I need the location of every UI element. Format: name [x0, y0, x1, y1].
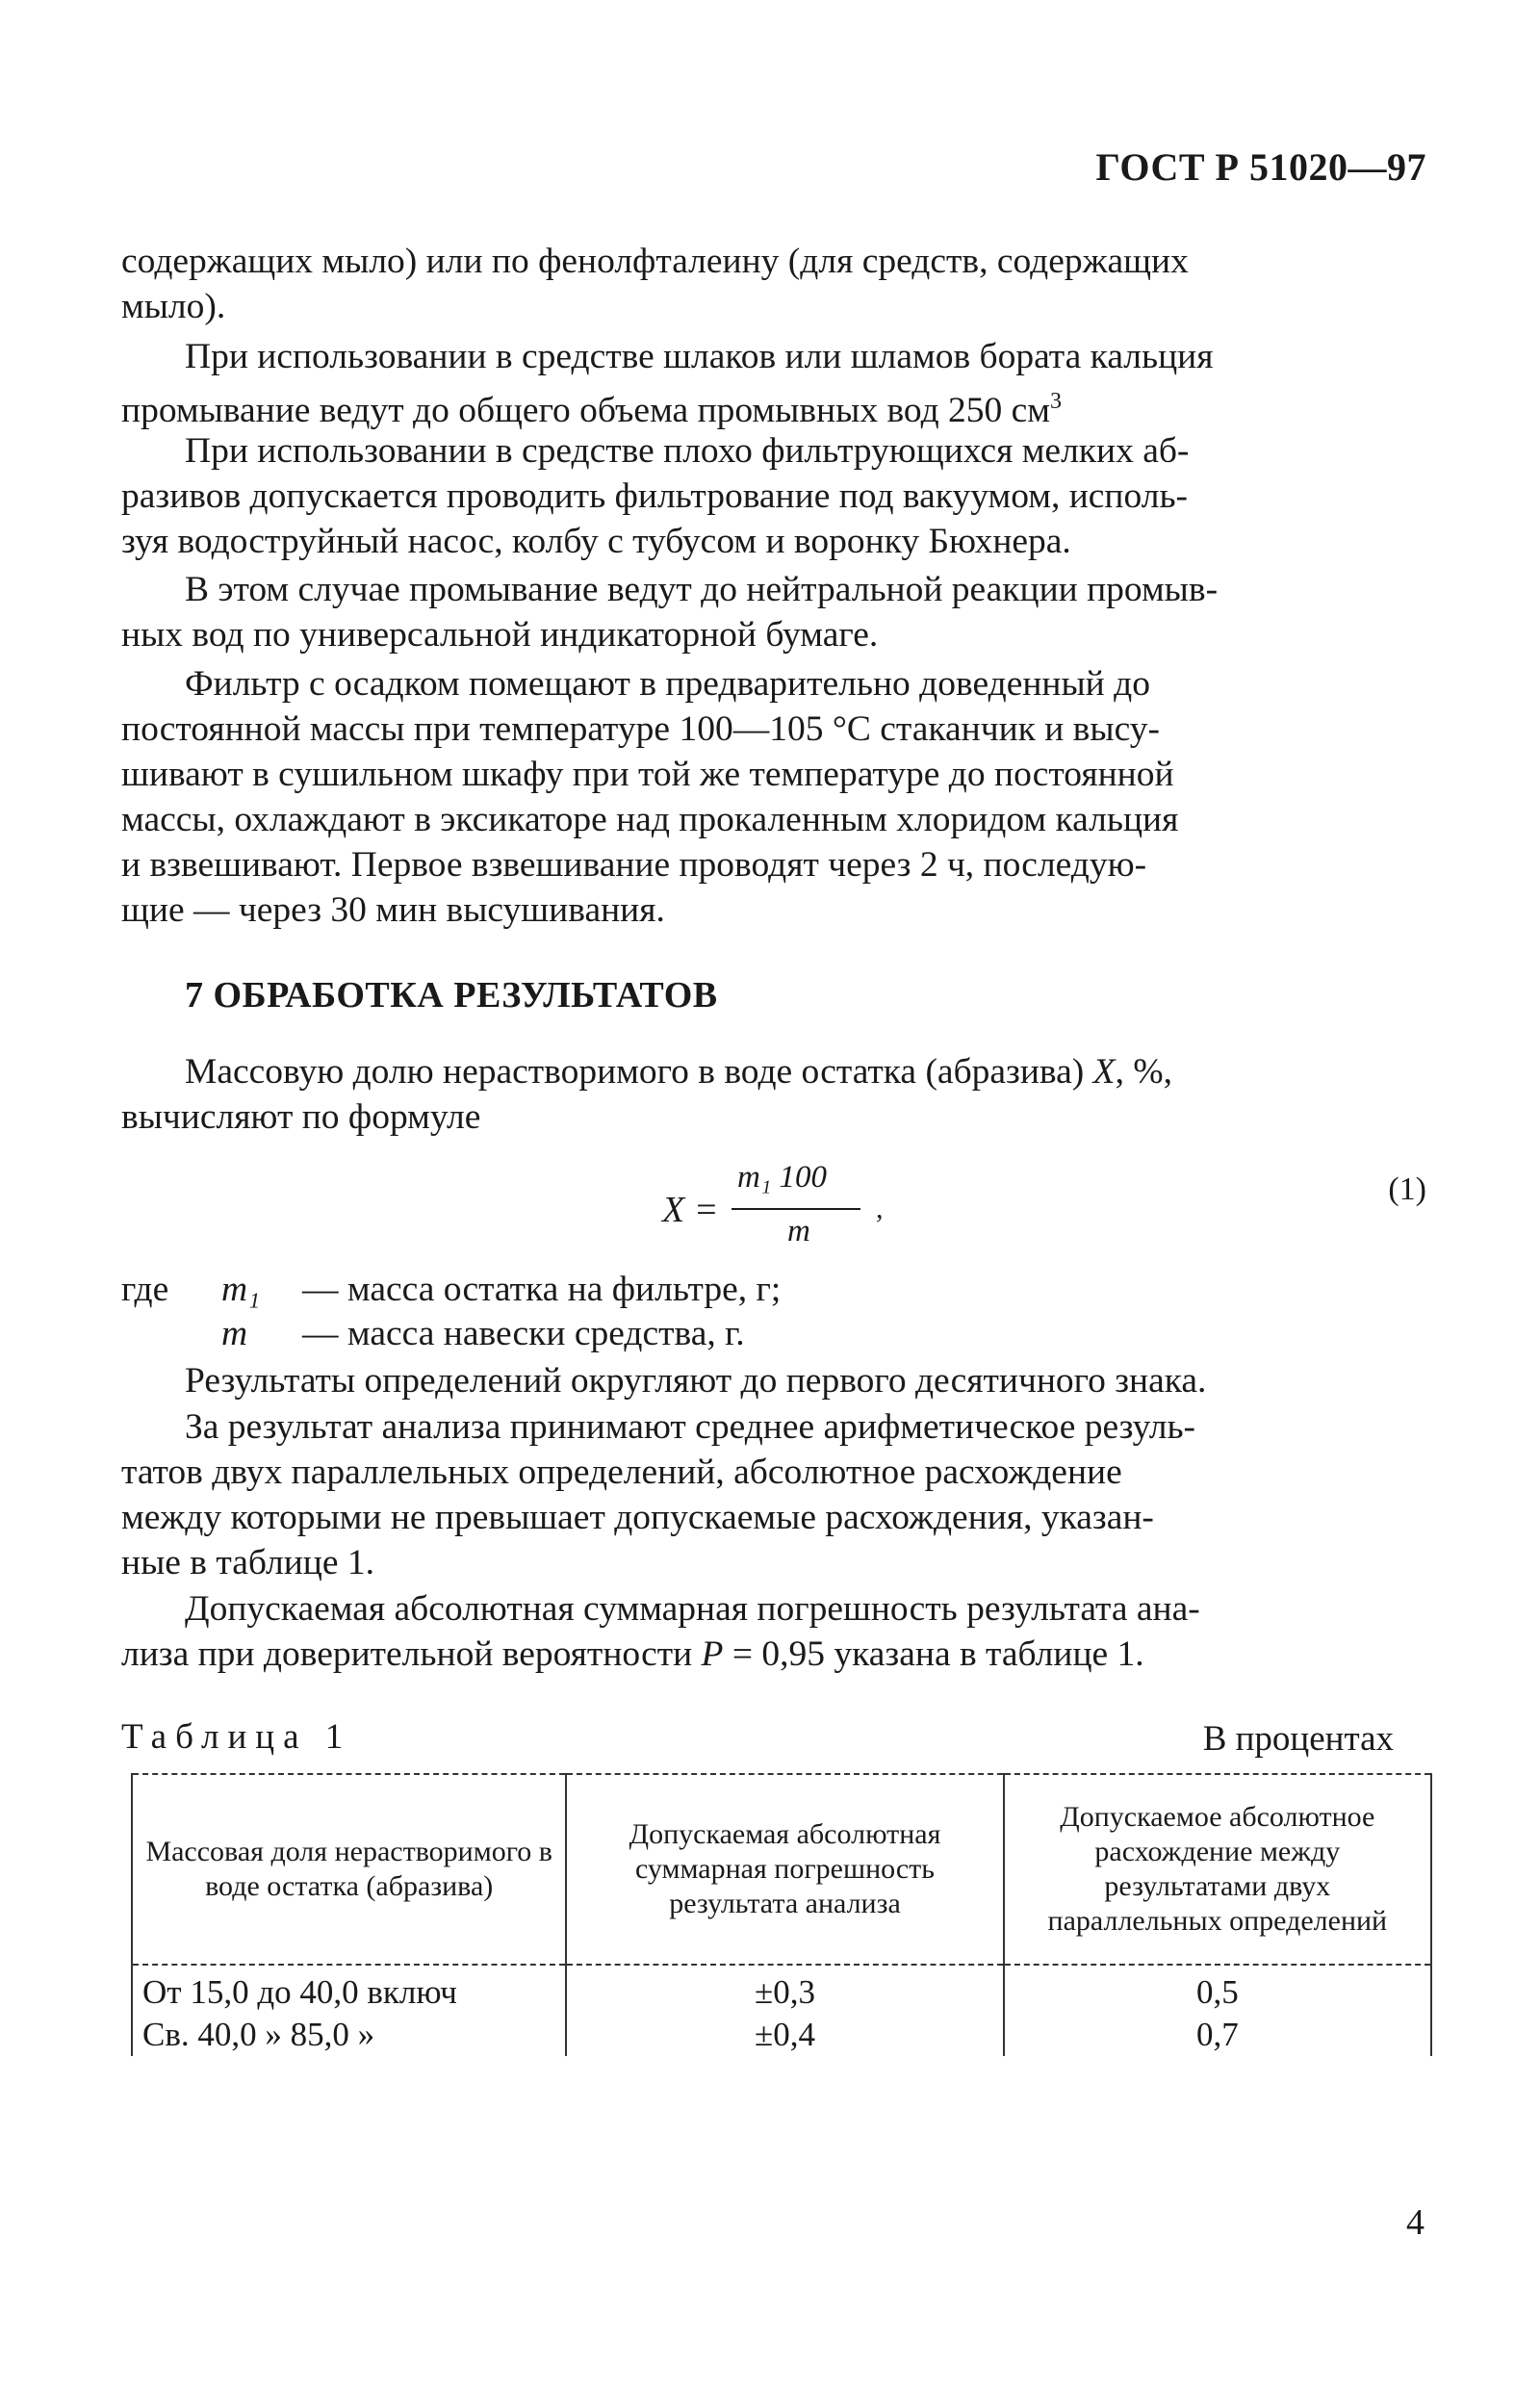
table-row [132, 1965, 1431, 2014]
text-line: В этом случае промывание ведут до нейтральной реакции промыв- [185, 570, 1219, 609]
text-line: ных вод по универсальной индикаторной бумаге. [121, 615, 879, 655]
where-description: — масса навески средства, г. [302, 1314, 745, 1353]
text-line: вычисляют по формуле [121, 1097, 481, 1137]
text-line: За результат анализа принимают среднее арифметическое резуль- [185, 1407, 1196, 1447]
document-header: ГОСТ Р 51020—97 [1095, 145, 1426, 189]
text-line [121, 1049, 1430, 1094]
results-table [131, 1773, 1432, 2056]
text-line: При использовании в средстве плохо фильтрующихся мелких аб- [185, 431, 1190, 471]
text-line: Результаты определений округляют до первого десятичного знака. [185, 1361, 1207, 1401]
table-header-row [132, 1774, 1431, 1965]
text-line: разивов допускается проводить фильтрование под вакуумом, исполь- [121, 476, 1189, 516]
text-line: Допускаемая абсолютная суммарная погрешность результата ана- [185, 1589, 1200, 1629]
text-line: Фильтр с осадком помещают в предварительно доведенный до [185, 664, 1150, 704]
text-line: между которыми не превышает допускаемые расхождения, указан- [121, 1498, 1154, 1537]
paragraph-formula-intro [121, 1049, 1430, 1140]
table-unit: В процентах [1202, 1719, 1394, 1759]
column-header: Допускаемая абсолютная суммарная погрешность результата анализа [566, 1774, 1003, 1965]
column-header: Массовая доля нерастворимого в воде остатка (абразива) [132, 1774, 566, 1965]
text-line [121, 1632, 1430, 1677]
table-cell: ±0,3 [566, 1965, 1003, 2014]
text-line: татов двух параллельных определений, абсолютное расхождение [121, 1453, 1122, 1492]
table-cell: 0,5 [1004, 1965, 1431, 2014]
where-row [121, 1313, 1084, 1358]
formula-numerator: m₁ 100 [737, 1160, 828, 1195]
text-line: ные в таблице 1. [121, 1543, 374, 1582]
table-cell: От 15,0 до 40,0 включ [132, 1965, 566, 2014]
text-line: шивают в сушильном шкафу при той же температуре до постоянной [121, 755, 1174, 794]
text-line: постоянной массы при температуре 100—105 °С стаканчик и высу- [121, 709, 1160, 749]
column-header: Допускаемое абсолютное расхождение между результатами двух параллельных определений [1004, 1774, 1431, 1965]
table-cell: 0,7 [1004, 2014, 1431, 2056]
table-cell: ±0,4 [566, 2014, 1003, 2056]
formula-denominator: m [787, 1214, 810, 1248]
paragraph-continuation [121, 239, 1430, 329]
fraction-bar [732, 1208, 860, 1210]
paragraph-rounding [121, 1358, 1430, 1403]
where-row [121, 1269, 1084, 1314]
table-row [132, 2014, 1431, 2056]
equation-number: (1) [1388, 1171, 1426, 1207]
text-line: содержащих мыло) или по фенолфталеину (для средств, содержащих [121, 242, 1189, 281]
paragraph-drying [121, 661, 1430, 933]
superscript: 3 [1050, 389, 1063, 414]
text-fragment: Массовую долю нерастворимого в воде остатка (абразива) [185, 1052, 1093, 1092]
text-fragment: промывание ведут до общего объема промывных вод 250 см [121, 391, 1051, 430]
text-line: щие — через 30 мин высушивания. [121, 890, 665, 930]
text-line: При использовании в средстве шлаков или шламов бората кальция [185, 337, 1214, 376]
paragraph-neutral-reaction [121, 567, 1430, 657]
table-caption: Таблица 1 [121, 1717, 352, 1757]
where-label: где [121, 1270, 169, 1309]
where-symbol: m₁ [221, 1270, 261, 1309]
text-line [121, 379, 1430, 433]
formula [653, 1160, 903, 1256]
text-line: и взвешивают. Первое взвешивание проводят через 2 ч, последую- [121, 845, 1147, 885]
text-line: мыло). [121, 287, 226, 326]
paragraph-total-error [121, 1586, 1430, 1677]
paragraph-result-definition [121, 1404, 1430, 1585]
section-title: 7 ОБРАБОТКА РЕЗУЛЬТАТОВ [185, 975, 718, 1016]
text-fragment: , %, [1115, 1052, 1172, 1092]
table-cell: Св. 40,0 » 85,0 » [132, 2014, 566, 2056]
variable-p: P [701, 1634, 724, 1674]
text-line: зуя водоструйный насос, колбу с тубусом и воронку Бюхнера. [121, 522, 1071, 561]
where-symbol: m [221, 1314, 248, 1353]
text-line: массы, охлаждают в эксикаторе над прокаленным хлоридом кальция [121, 800, 1179, 839]
variable-x: X [1092, 1052, 1116, 1092]
paragraph-vacuum-filtration [121, 428, 1430, 564]
page-number: 4 [1406, 2202, 1424, 2243]
formula-comma: , [876, 1193, 884, 1224]
text-fragment: = 0,95 указана в таблице 1. [723, 1634, 1144, 1674]
where-description: — масса остатка на фильтре, г; [302, 1270, 782, 1309]
formula-lhs: X = [662, 1190, 719, 1230]
paragraph-borate-sludge [121, 334, 1430, 433]
text-fragment: лиза при доверительной вероятности [121, 1634, 702, 1674]
